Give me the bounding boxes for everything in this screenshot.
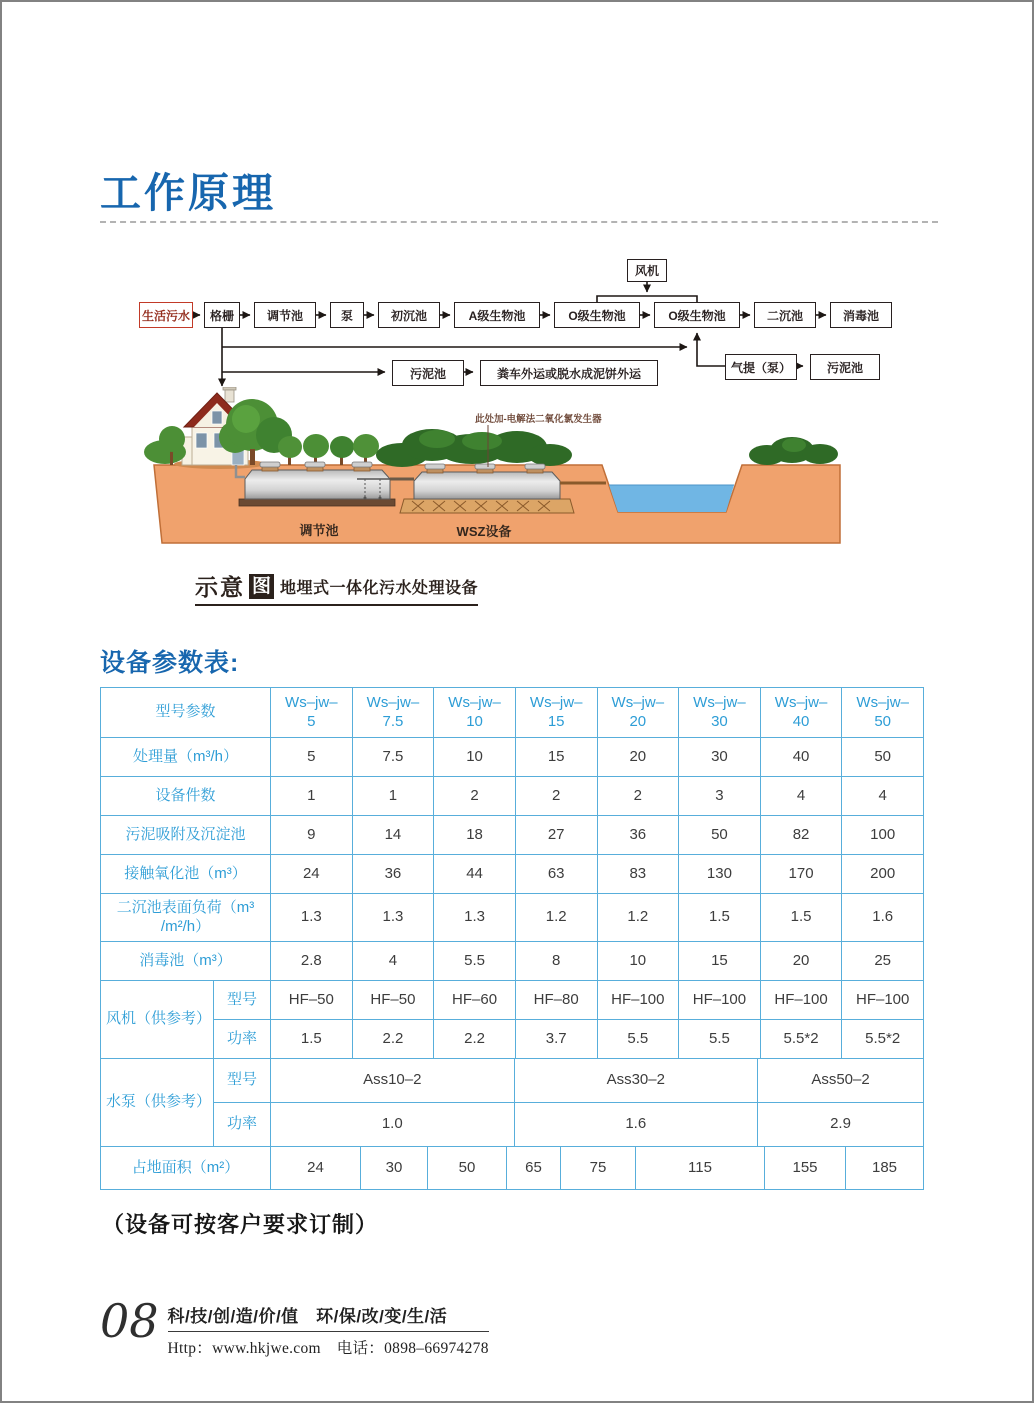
model-header: Ws–jw– 20	[598, 688, 680, 737]
table-cell: 185	[871, 1158, 898, 1176]
table-cell: 5.5	[598, 1020, 680, 1058]
table-cell: 1.6	[515, 1103, 759, 1146]
table-cell: 10	[598, 942, 680, 980]
table-cell: Ass10–2	[271, 1059, 515, 1102]
title-divider	[100, 221, 938, 223]
fan-group-row	[101, 981, 923, 1059]
row-label: 处理量（m³/h）	[101, 738, 271, 776]
table-cell: 1.3	[353, 894, 435, 941]
caption-text: 地埋式一体化污水处理设备	[280, 580, 479, 597]
table-cell: 20	[761, 942, 843, 980]
flow-box-haul-away: 粪车外运或脱水成泥饼外运	[480, 360, 658, 386]
table-cell: 2.2	[353, 1020, 435, 1058]
table-cell: 170	[761, 855, 843, 893]
model-header: Ws–jw– 30	[679, 688, 761, 737]
table-cell: 50	[679, 816, 761, 854]
table-cell: 2.8	[271, 942, 353, 980]
table-cell: 2	[434, 777, 516, 815]
table-cell: 36	[598, 816, 680, 854]
row-label: 设备件数	[101, 777, 271, 815]
pump-group-row	[101, 1059, 923, 1147]
table-row	[101, 816, 923, 855]
table-cell: 1	[353, 777, 435, 815]
sub-row-label: 功率	[214, 1103, 271, 1146]
row-label: 二沉池表面负荷（m³ /m²/h）	[101, 894, 271, 941]
table-cell: 50	[428, 1147, 507, 1189]
spec-table	[100, 687, 924, 1190]
table-cell: 155	[765, 1147, 846, 1189]
table-row	[101, 1147, 923, 1189]
model-header: Ws–jw– 40	[761, 688, 843, 737]
table-cell: 5.5	[679, 1020, 761, 1058]
tank2-label: WSZ设备	[456, 524, 512, 539]
footer-contact: Http：www.hkjwe.com 电话：0898–66974278	[167, 1340, 489, 1357]
row-label: 占地面积（m²）	[101, 1147, 271, 1189]
illustration-caption	[195, 574, 478, 606]
dosing-annotation: 此处加-电解法二氧化氯发生器	[475, 414, 602, 425]
table-cell: 65	[507, 1147, 561, 1189]
table-cell: 130	[679, 855, 761, 893]
table-row	[101, 894, 923, 942]
table-cell: 5.5	[434, 942, 516, 980]
table-cell: 27	[516, 816, 598, 854]
flow-box-fan: 风机	[627, 259, 667, 282]
table-cell: 20	[598, 738, 680, 776]
table-cell: 24	[271, 855, 353, 893]
table-row	[101, 777, 923, 816]
flow-box-secondary-sedimentation: 二沉池	[754, 302, 816, 328]
flow-box-airlift-pump: 气提（泵）	[725, 354, 797, 380]
table-cell: 44	[434, 855, 516, 893]
flow-box-screen: 格栅	[204, 302, 240, 328]
table-row	[214, 1020, 923, 1058]
table-cell: 30	[679, 738, 761, 776]
flow-box-sludge-tank-2: 污泥池	[810, 354, 880, 380]
table-cell: 14	[353, 816, 435, 854]
model-header: Ws–jw– 10	[434, 688, 516, 737]
table-cell: HF–50	[353, 981, 435, 1019]
sub-row-label: 型号	[214, 981, 271, 1019]
table-row	[214, 1059, 923, 1103]
row-label: 风机（供参考）	[101, 981, 214, 1058]
flow-box-raw-sewage: 生活污水	[139, 302, 193, 328]
table-cell: 200	[870, 864, 896, 882]
table-cell: 15	[516, 738, 598, 776]
table-cell: 63	[516, 855, 598, 893]
table-cell: HF–60	[434, 981, 516, 1019]
table-cell: 25	[874, 951, 892, 969]
table-cell: 1.2	[516, 894, 598, 941]
table-cell: 82	[761, 816, 843, 854]
table-cell: 4	[761, 777, 843, 815]
pond-water	[609, 485, 734, 512]
spec-table-title: 设备参数表:	[100, 649, 240, 677]
table-cell: 18	[434, 816, 516, 854]
site-illustration	[132, 387, 912, 567]
table-row	[214, 981, 923, 1020]
table-cell: 50	[874, 747, 892, 765]
table-cell: HF–50	[271, 981, 353, 1019]
table-header-row	[101, 688, 923, 738]
table-cell: HF–100	[856, 990, 910, 1008]
table-cell: 24	[271, 1147, 361, 1189]
process-flowchart	[132, 252, 922, 397]
flow-box-regulating-tank: 调节池	[254, 302, 316, 328]
table-row	[101, 855, 923, 894]
table-cell: 100	[870, 825, 896, 843]
table-cell: 1.3	[271, 894, 353, 941]
table-corner-cell: 型号参数	[101, 688, 271, 737]
table-cell: 4	[878, 786, 887, 804]
table-cell: HF–100	[761, 981, 843, 1019]
table-cell: 10	[434, 738, 516, 776]
page-footer	[100, 1296, 489, 1358]
row-label: 水泵（供参考）	[101, 1059, 214, 1146]
table-cell: 9	[271, 816, 353, 854]
caption-badge-box: 图	[249, 574, 274, 599]
table-cell: Ass30–2	[515, 1059, 759, 1102]
flow-box-o-bio-tank-1: O级生物池	[554, 302, 640, 328]
table-cell: 115	[636, 1147, 765, 1189]
table-cell: 5.5*2	[865, 1029, 901, 1047]
row-label: 污泥吸附及沉淀池	[101, 816, 271, 854]
table-cell: HF–100	[598, 981, 680, 1019]
table-cell: 5	[271, 738, 353, 776]
table-cell: 1.6	[872, 908, 894, 926]
flow-box-pump: 泵	[330, 302, 364, 328]
table-cell: 2	[598, 777, 680, 815]
table-cell: 5.5*2	[761, 1020, 843, 1058]
table-cell: 1.5	[271, 1020, 353, 1058]
table-cell: 1.2	[598, 894, 680, 941]
caption-badge-text: 示意	[195, 574, 245, 600]
table-cell: 3.7	[516, 1020, 598, 1058]
table-cell: 8	[516, 942, 598, 980]
model-header: Ws–jw– 50	[856, 693, 909, 730]
sub-row-label: 功率	[214, 1020, 271, 1058]
flow-box-disinfection-tank: 消毒池	[830, 302, 892, 328]
table-row	[101, 942, 923, 981]
flow-box-o-bio-tank-2: O级生物池	[654, 302, 740, 328]
table-cell: 36	[353, 855, 435, 893]
table-cell: 1.5	[679, 894, 761, 941]
tank1-label: 调节池	[299, 523, 339, 538]
table-cell: 83	[598, 855, 680, 893]
table-cell: 4	[353, 942, 435, 980]
table-cell: 30	[361, 1147, 428, 1189]
table-cell: 2.2	[434, 1020, 516, 1058]
table-cell: HF–80	[516, 981, 598, 1019]
model-header: Ws–jw– 5	[271, 688, 353, 737]
table-row	[101, 738, 923, 777]
table-cell: 1.5	[761, 894, 843, 941]
table-cell: 15	[679, 942, 761, 980]
customization-note: （设备可按客户要求订制）	[102, 1212, 379, 1237]
table-cell: 2.9	[830, 1115, 851, 1133]
model-header: Ws–jw– 15	[516, 688, 598, 737]
table-cell: HF–100	[679, 981, 761, 1019]
page-title: 工作原理	[100, 170, 276, 216]
flow-box-primary-sedimentation: 初沉池	[378, 302, 440, 328]
flow-box-a-bio-tank: A级生物池	[454, 302, 540, 328]
table-cell: 1.0	[271, 1103, 515, 1146]
table-cell: 2	[516, 777, 598, 815]
table-cell: Ass50–2	[811, 1071, 870, 1089]
row-label: 接触氧化池（m³）	[101, 855, 271, 893]
sub-row-label: 型号	[214, 1059, 271, 1102]
footer-slogan: 科/技/创/造/价/值 环/保/改/变/生/活	[167, 1307, 448, 1326]
table-cell: 75	[561, 1147, 636, 1189]
page-number: 08	[100, 1294, 159, 1348]
model-header: Ws–jw– 7.5	[353, 688, 435, 737]
row-label: 消毒池（m³）	[101, 942, 271, 980]
flow-box-sludge-tank: 污泥池	[392, 360, 464, 386]
table-cell: 7.5	[353, 738, 435, 776]
table-cell: 40	[761, 738, 843, 776]
table-cell: 3	[679, 777, 761, 815]
table-cell: 1	[271, 777, 353, 815]
table-cell: 1.3	[434, 894, 516, 941]
table-row	[214, 1103, 923, 1146]
